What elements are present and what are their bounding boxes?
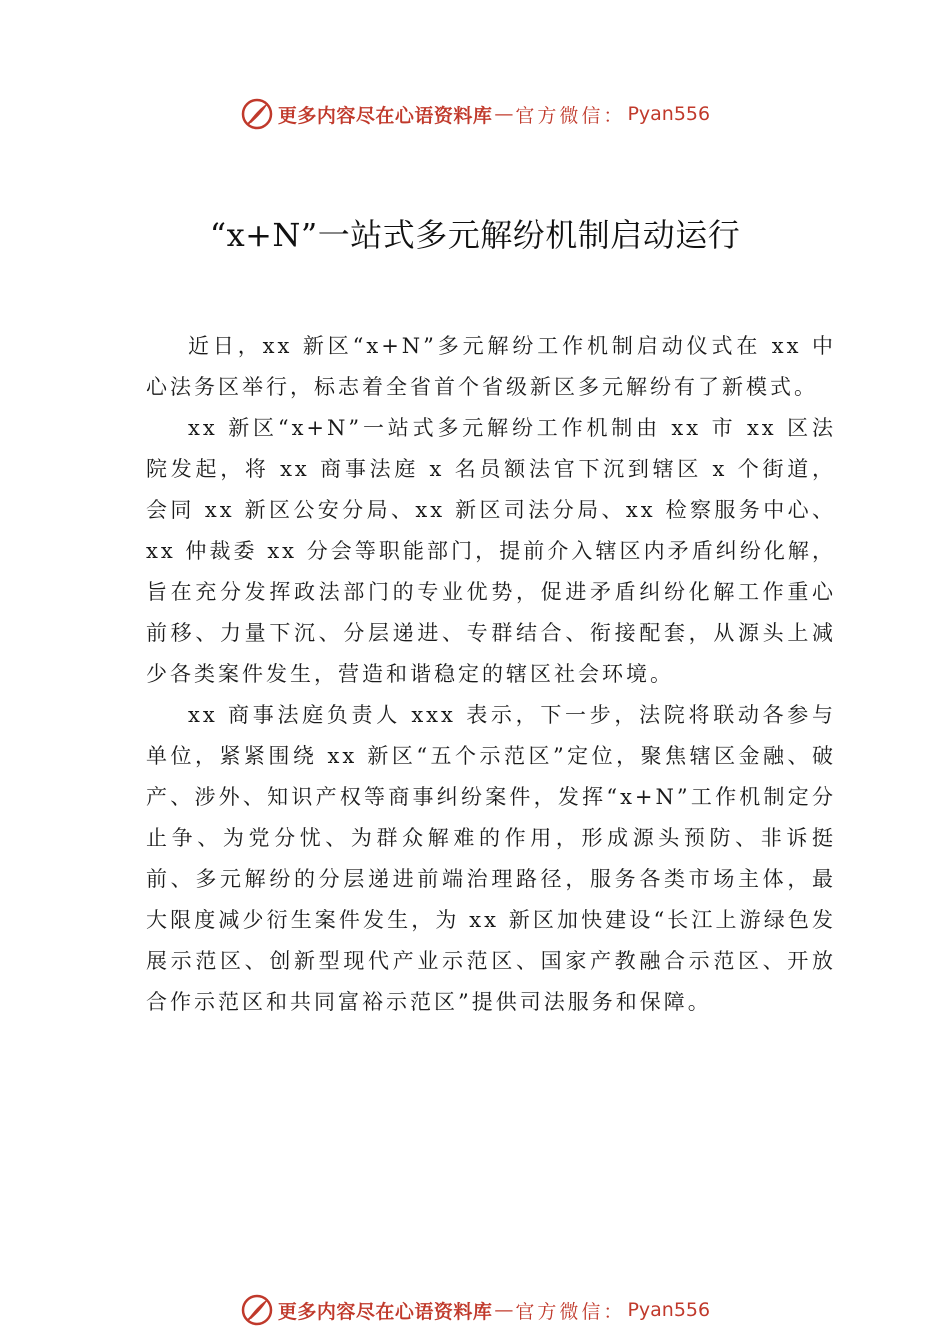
quill-logo-icon [240, 1293, 274, 1327]
watermark-separator: — [494, 103, 514, 125]
watermark-wechat-label: 官方微信： [515, 104, 626, 127]
document-title: “x+N”一站式多元解纷机制启动运行 [209, 216, 741, 254]
header-watermark [0, 94, 950, 134]
watermark-brand: 更多内容尽在心语资料库 [277, 104, 493, 127]
watermark-brand: 更多内容尽在心语资料库 [277, 1300, 493, 1323]
quill-logo-icon [240, 97, 274, 131]
paragraph-1: 近日，xx 新区“x+N”多元解纷工作机制启动仪式在 xx 中心法务区举行，标志着全省首个省级新区多元解纷有了新模式。 [146, 334, 836, 399]
document-body [146, 326, 836, 1023]
watermark-wechat-label: 官方微信： [515, 1300, 626, 1323]
paragraph-2: xx 新区“x+N”一站式多元解纷工作机制由 xx 市 xx 区法院发起，将 xx 商事法庭 x 名员额法官下沉到辖区 x 个街道，会同 xx 新区公安分局、xx 新区司法分局、xx 检察服务中心、xx 仲裁委 xx 分会等职能部门，提前介入辖区内矛盾纠纷化解，旨在充分发挥政法部门的专业优势，促进矛盾纠纷化解工作重心前移、力量下沉、分层递进、专群结合、衔接配套，从源头上减少各类案件发生，营造和谐稳定的辖区社会环境。 [146, 416, 836, 686]
watermark-wechat-id: Pyan556 [627, 103, 711, 125]
paragraph-3: xx 商事法庭负责人 xxx 表示，下一步，法院将联动各参与单位，紧紧围绕 xx 新区“五个示范区”定位，聚焦辖区金融、破产、涉外、知识产权等商事纠纷案件，发挥“x+N”工作机制定分止争、为党分忧、为群众解难的作用，形成源头预防、非诉挺前、多元解纷的分层递进前端治理路径，服务各类市场主体，最大限度减少衍生案件发生，为 xx 新区加快建设“长江上游绿色发展示范区、创新型现代产业示范区、国家产教融合示范区、开放合作示范区和共同富裕示范区”提供司法服务和保障。 [146, 703, 836, 1014]
watermark-separator: — [494, 1299, 514, 1321]
watermark-wechat-id: Pyan556 [627, 1299, 711, 1321]
footer-watermark [0, 1290, 950, 1330]
